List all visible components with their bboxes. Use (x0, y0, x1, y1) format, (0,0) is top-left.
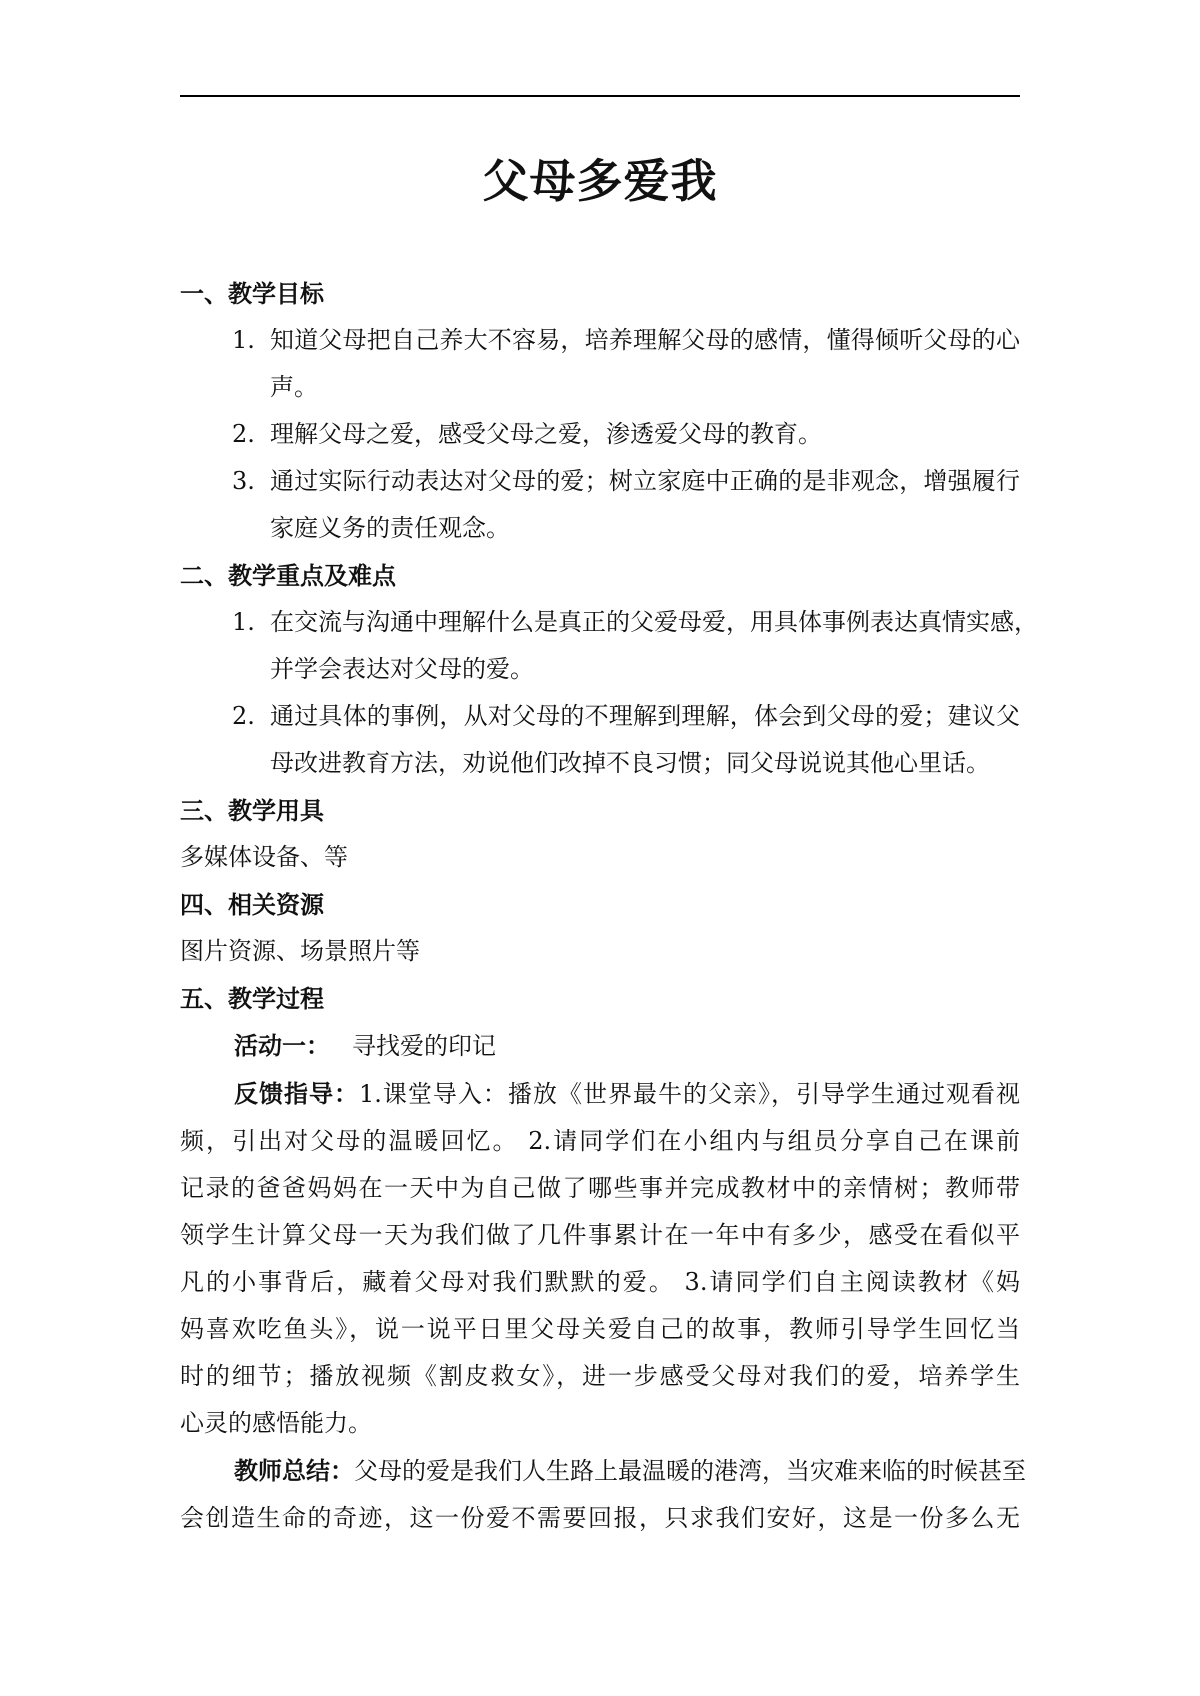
feedback-line: 1.课堂导入：播放《世界最牛的父亲》，引导学生通过观看视 (359, 1080, 1020, 1108)
list-item-line: 母改进教育方法，劝说他们改掉不良习惯；同父母说说其他心里话。 (270, 749, 990, 777)
document-body (180, 270, 1038, 1542)
page-title: 父母多爱我 (482, 154, 718, 208)
header-rule (180, 95, 1020, 97)
activity-label: 活动一： (234, 1031, 330, 1060)
resources-text: 图片资源、场景照片等 (180, 937, 420, 965)
section-heading-key-points: 二、教学重点及难点 (180, 561, 396, 590)
activity-text: 寻找爱的印记 (352, 1032, 496, 1060)
list-item-number: 3. (232, 467, 255, 495)
list-item-number: 2. (232, 420, 255, 448)
list-item-line: 知道父母把自己养大不容易，培养理解父母的感情，懂得倾听父母的心 (270, 326, 1020, 354)
list-item (180, 317, 1020, 411)
feedback-line: 领学生计算父母一天为我们做了几件事累计在一年中有多少，感受在看似平 (180, 1221, 1020, 1249)
list-item-number: 2. (232, 702, 255, 730)
list-item-line: 并学会表达对父母的爱。 (270, 655, 534, 683)
list-item-line: 通过具体的事例，从对父母的不理解到理解，体会到父母的爱；建议父 (270, 702, 1020, 730)
list-item (180, 599, 1038, 693)
feedback-line: 时的细节；播放视频《割皮救女》，进一步感受父母对我们的爱，培养学生 (180, 1362, 1020, 1390)
list-item (180, 693, 1020, 787)
list-item-number: 1. (232, 608, 255, 636)
section-heading-tools: 三、教学用具 (180, 796, 324, 825)
section-heading-resources: 四、相关资源 (180, 890, 324, 919)
list-item-line: 在交流与沟通中理解什么是真正的父爱母爱，用具体事例表达真情实感， (270, 608, 1038, 636)
tools-text: 多媒体设备、等 (180, 843, 348, 871)
feedback-line: 心灵的感悟能力。 (180, 1409, 372, 1437)
list-item (180, 411, 1020, 458)
list-item-line: 家庭义务的责任观念。 (270, 514, 510, 542)
summary-line: 会创造生命的奇迹，这一份爱不需要回报，只求我们安好，这是一份多么无 (180, 1504, 1020, 1532)
feedback-paragraph (180, 1070, 1020, 1447)
summary-line: 父母的爱是我们人生路上最温暖的港湾，当灾难来临的时候甚至 (354, 1457, 1026, 1485)
summary-label: 教师总结： (234, 1456, 354, 1485)
section-heading-process: 五、教学过程 (180, 984, 324, 1013)
summary-paragraph (180, 1447, 1026, 1542)
feedback-line: 记录的爸爸妈妈在一天中为自己做了哪些事并完成教材中的亲情树；教师带 (180, 1174, 1020, 1202)
section-heading-objectives: 一、教学目标 (180, 279, 324, 308)
feedback-line: 凡的小事背后，藏着父母对我们默默的爱。 3.请同学们自主阅读教材《妈 (180, 1268, 1020, 1296)
list-item (180, 458, 1020, 552)
feedback-label: 反馈指导： (234, 1079, 360, 1108)
feedback-line: 频，引出对父母的温暖回忆。 2.请同学们在小组内与组员分享自己在课前 (180, 1127, 1020, 1155)
list-item-line: 通过实际行动表达对父母的爱；树立家庭中正确的是非观念，增强履行 (270, 467, 1020, 495)
list-item-line: 声。 (270, 373, 318, 401)
activity-line (180, 1022, 1020, 1070)
list-item-line: 理解父母之爱，感受父母之爱，渗透爱父母的教育。 (270, 420, 822, 448)
list-item-number: 1. (232, 326, 255, 354)
feedback-line: 妈喜欢吃鱼头》，说一说平日里父母关爱自己的故事，教师引导学生回忆当 (180, 1315, 1020, 1343)
